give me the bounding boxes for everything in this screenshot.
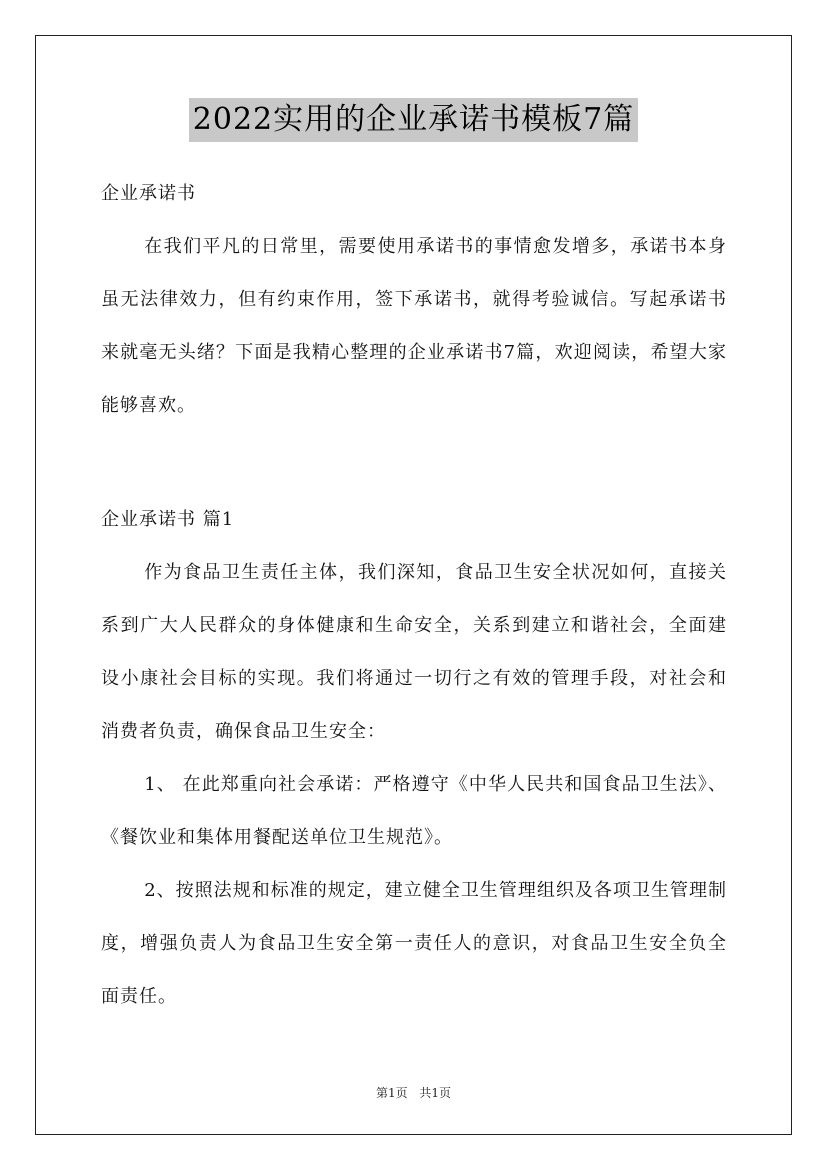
intro-heading-block	[101, 182, 727, 206]
section1-item-1: 1、 在此郑重向社会承诺：严格遵守《中华人民共和国食品卫生法》、《餐饮业和集体用餐配送单位卫生规范》。	[101, 774, 727, 848]
section1-body	[101, 546, 727, 1023]
title-container	[0, 98, 827, 142]
section1-heading: 企业承诺书 篇1	[101, 509, 235, 530]
intro-block	[101, 220, 727, 432]
section1-item-2: 2、按照法规和标准的规定，建立健全卫生管理组织及各项卫生管理制度，增强负责人为食品卫生安全第一责任人的意识，对食品卫生安全负全面责任。	[101, 880, 727, 1007]
page-footer	[0, 1084, 827, 1101]
intro-paragraph: 在我们平凡的日常里，需要使用承诺书的事情愈发增多，承诺书本身虽无法律效力，但有约束作用，签下承诺书，就得考验诚信。写起承诺书来就毫无头绪？下面是我精心整理的企业承诺书7篇，欢迎阅读，希望大家能够喜欢。	[101, 236, 727, 416]
section1-heading-block	[101, 508, 727, 532]
page-total: 共1页	[419, 1086, 452, 1100]
document-title: 2022实用的企业承诺书模板7篇	[189, 98, 638, 142]
section1-paragraph: 作为食品卫生责任主体，我们深知，食品卫生安全状况如何，直接关系到广大人民群众的身体健康和生命安全，关系到建立和谐社会，全面建设小康社会目标的实现。我们将通过一切行之有效的管理手段，对社会和消费者负责，确保食品卫生安全：	[101, 562, 727, 742]
page-number: 第1页	[375, 1086, 408, 1100]
intro-heading: 企业承诺书	[101, 183, 196, 204]
